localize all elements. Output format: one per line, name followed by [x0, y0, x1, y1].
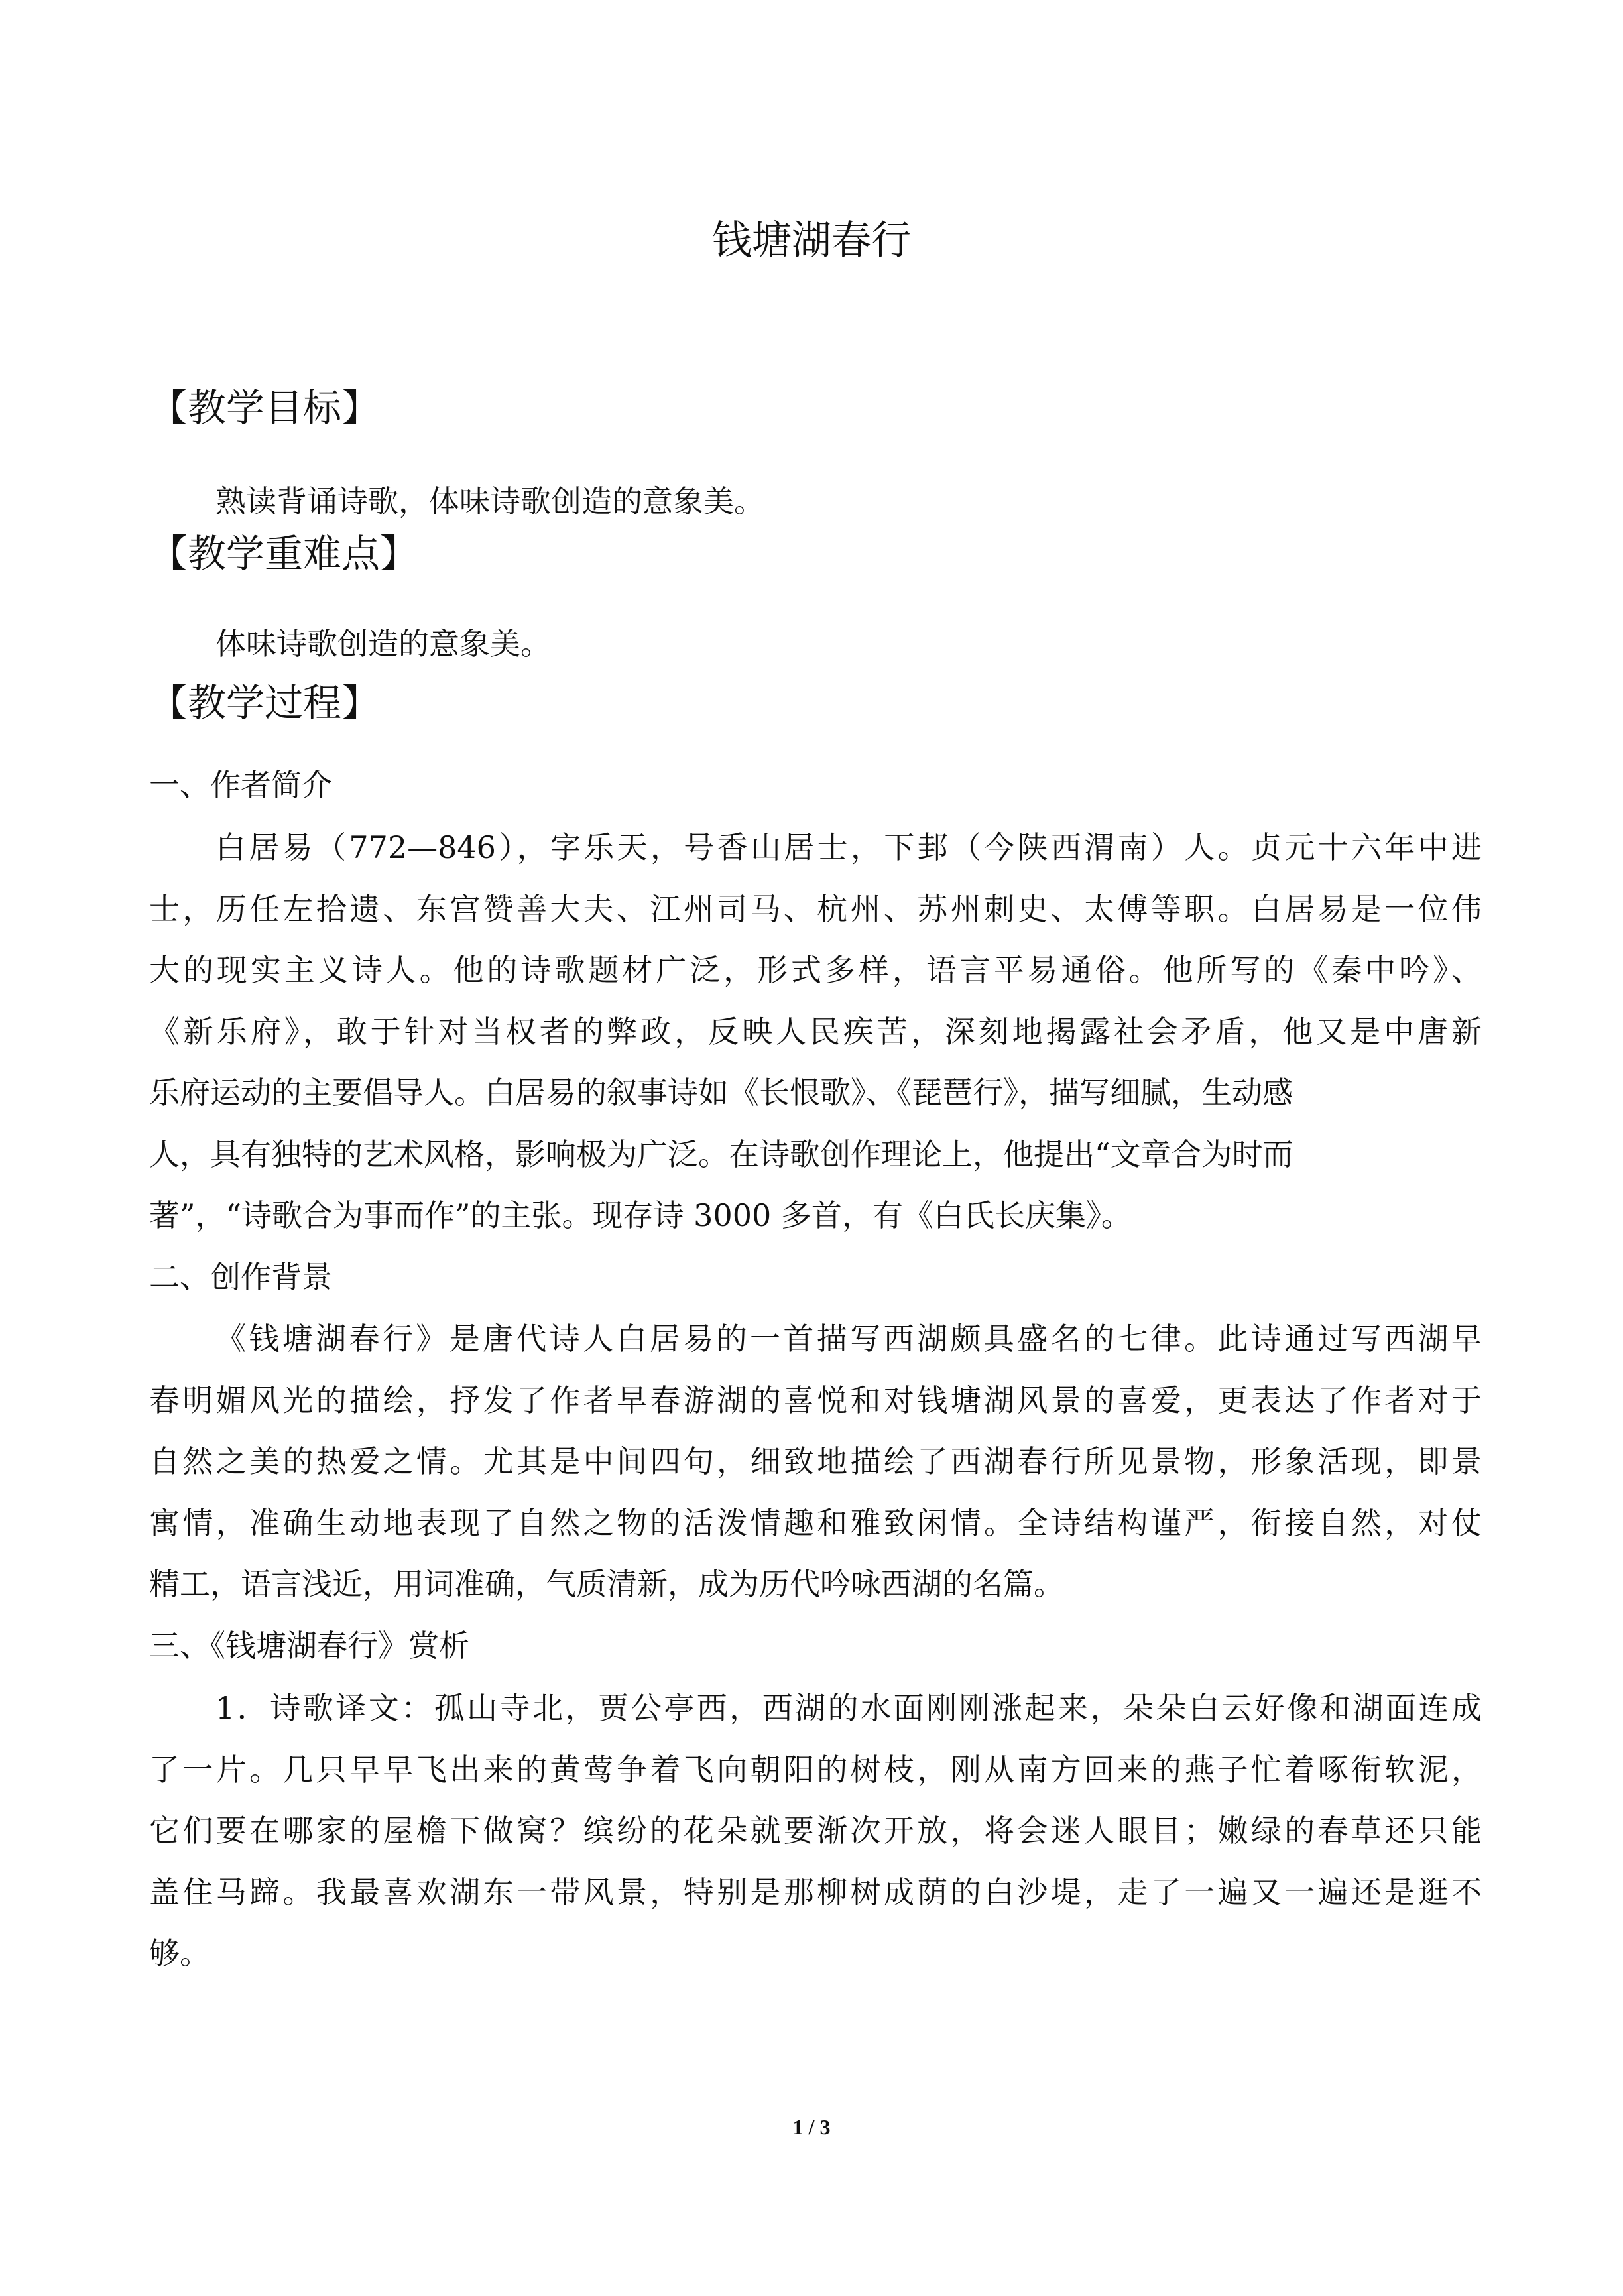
- paragraph-line: 够。: [149, 1935, 210, 1971]
- paragraph-line: 了一片。几只早早飞出来的黄莺争着飞向朝阳的树枝，刚从南方回来的燕子忙着啄衔软泥，: [149, 1751, 1482, 1787]
- paragraph-line: 《钱塘湖春行》是唐代诗人白居易的一首描写西湖颇具盛名的七律。此诗通过写西湖早: [215, 1321, 1482, 1357]
- key-points-text: 体味诗歌创造的意象美。: [215, 626, 551, 662]
- section-heading-key-points: 【教学重难点】: [149, 531, 419, 576]
- paragraph-line: 自然之美的热爱之情。尤其是中间四句，细致地描绘了西湖春行所见景物，形象活现，即景: [149, 1443, 1482, 1479]
- paragraph-line: 春明媚风光的描绘，抒发了作者早春游湖的喜悦和对钱塘湖风景的喜爱，更表达了作者对于: [149, 1382, 1482, 1418]
- paragraph-line: 寓情，准确生动地表现了自然之物的活泼情趣和雅致闲情。全诗结构谨严，衔接自然，对仗: [149, 1504, 1482, 1541]
- paragraph-line: 著”，“诗歌合为事而作”的主张。现存诗 3000 多首，有《白氏长庆集》。: [149, 1197, 1132, 1233]
- paragraph-line: 士，历任左拾遗、东宫赞善大夫、江州司马、杭州、苏州刺史、太傅等职。白居易是一位伟: [149, 890, 1482, 927]
- part2-paragraph: [149, 1308, 1482, 1615]
- paragraph-line: 乐府运动的主要倡导人。白居易的叙事诗如《长恨歌》、《琵琶行》，描写细腻，生动感: [149, 1075, 1293, 1111]
- paragraph-line: 精工，语言浅近，用词准确，气质清新，成为历代吟咏西湖的名篇。: [149, 1566, 1064, 1602]
- paragraph-line: 白居易（772—846），字乐天，号香山居士，下邽（今陕西渭南）人。贞元十六年中进: [215, 829, 1482, 865]
- paragraph-line: 《新乐府》，敢于针对当权者的弊政，反映人民疾苦，深刻地揭露社会矛盾，他又是中唐新: [149, 1013, 1482, 1050]
- part3-heading: 三、《钱塘湖春行》赏析: [149, 1628, 469, 1663]
- paragraph-line: 1．诗歌译文：孤山寺北，贾公亭西，西湖的水面刚刚涨起来，朵朵白云好像和湖面连成: [215, 1690, 1482, 1726]
- paragraph-line: 人，具有独特的艺术风格，影响极为广泛。在诗歌创作理论上，他提出“文章合为时而: [149, 1136, 1293, 1172]
- section-heading-process: 【教学过程】: [149, 680, 381, 725]
- section-heading-objectives: 【教学目标】: [149, 385, 381, 430]
- paragraph-line: 大的现实主义诗人。他的诗歌题材广泛，形式多样，语言平易通俗。他所写的《秦中吟》、: [149, 952, 1482, 988]
- part1-heading: 一、作者简介: [149, 767, 332, 803]
- paragraph-line: 盖住马蹄。我最喜欢湖东一带风景，特别是那柳树成荫的白沙堤，走了一遍又一遍还是逛不: [149, 1874, 1482, 1910]
- page-number: 1 / 3: [792, 2115, 831, 2139]
- part3-paragraph: [149, 1677, 1482, 1984]
- part1-paragraph: [149, 817, 1482, 1246]
- document-title: 钱塘湖春行: [712, 217, 911, 264]
- part2-heading: 二、创作背景: [149, 1259, 332, 1295]
- paragraph-line: 它们要在哪家的屋檐下做窝？缤纷的花朵就要渐次开放，将会迷人眼目；嫩绿的春草还只能: [149, 1813, 1482, 1848]
- objectives-text: 熟读背诵诗歌，体味诗歌创造的意象美。: [215, 483, 764, 519]
